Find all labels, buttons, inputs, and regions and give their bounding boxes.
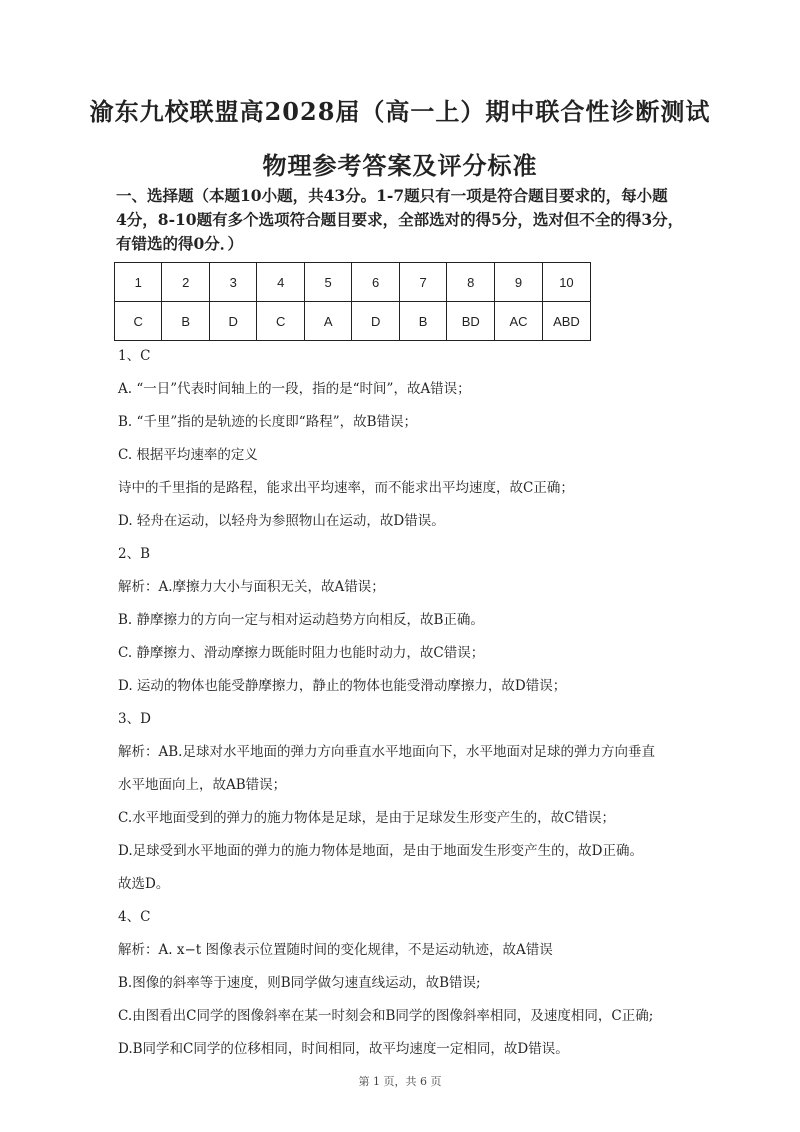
question-number: 9 (495, 263, 543, 302)
answer-cell: A (304, 302, 351, 341)
explanation-line: 解析：A.摩擦力大小与面积无关，故A错误； (118, 579, 385, 595)
answer-row (115, 302, 591, 341)
section-heading-line: 有错选的得0分．） (116, 234, 244, 253)
page-footer: 第 1 页，共 6 页 (358, 1075, 442, 1088)
answer-table (114, 262, 591, 341)
answer-cell: BD (447, 302, 495, 341)
question-number: 2 (162, 263, 209, 302)
question-label: 3、D (118, 711, 151, 727)
explanation-line: B. “千里”指的是轨迹的长度即“路程”，故B错误； (118, 414, 418, 430)
explanation-line: D. 运动的物体也能受静摩擦力，静止的物体也能受滑动摩擦力，故D错误； (118, 678, 567, 694)
explanation-line: A. “一日”代表时间轴上的一段，指的是“时间”，故A错误； (118, 381, 471, 397)
question-label: 1、C (118, 348, 151, 364)
answer-cell: B (162, 302, 209, 341)
answer-cell: C (115, 302, 162, 341)
question-number: 5 (304, 263, 351, 302)
explanation-line: C. 静摩擦力、滑动摩擦力既能时阻力也能时动力，故C错误； (118, 645, 485, 661)
explanation-line: D. 轻舟在运动，以轻舟为参照物山在运动，故D错误。 (118, 513, 445, 529)
question-label: 4、C (118, 909, 151, 925)
explanation-line: B.图像的斜率等于速度，则B同学做匀速直线运动，故B错误; (118, 975, 481, 991)
answer-cell: AC (495, 302, 543, 341)
explanation-line: C.由图看出C同学的图像斜率在某一时刻会和B同学的图像斜率相同，及速度相同，C正确; (118, 1008, 654, 1024)
question-number: 1 (115, 263, 162, 302)
section-heading (116, 184, 696, 256)
explanation-line: B. 静摩擦力的方向一定与相对运动趋势方向相反，故B正确。 (118, 612, 484, 628)
document-subtitle: 物理参考答案及评分标准 (262, 151, 538, 180)
question-label: 2、B (118, 546, 151, 562)
answer-cell: D (352, 302, 399, 341)
question-number: 7 (399, 263, 446, 302)
answer-cell: B (399, 302, 446, 341)
section-heading-line: 一、选择题（本题10小题，共43分。1-7题只有一项是符合题目要求的，每小题 (116, 186, 668, 205)
explanation-line: C.水平地面受到的弹力的施力物体是足球，是由于足球发生形变产生的，故C错误； (118, 810, 615, 826)
question-number: 3 (209, 263, 256, 302)
answer-cell: C (257, 302, 304, 341)
explanation-line: 解析：A. x−t 图像表示位置随时间的变化规律，不是运动轨迹，故A错误 (118, 942, 553, 958)
explanation-line: 解析：AB.足球对水平地面的弹力方向垂直水平地面向下，水平地面对足球的弹力方向垂直 (118, 744, 655, 760)
explanation-line: 水平地面向上，故AB错误； (118, 777, 287, 793)
explanation-line: D.足球受到水平地面的弹力的施力物体是地面，是由于地面发生形变产生的，故D正确。 (118, 843, 643, 859)
question-number-row (115, 263, 591, 302)
question-number: 4 (257, 263, 304, 302)
question-number: 10 (542, 263, 590, 302)
explanation-line: 故选D。 (118, 876, 170, 892)
section-heading-line: 4分，8-10题有多个选项符合题目要求，全部选对的得5分，选对但不全的得3分， (116, 210, 684, 229)
explanation-line: D.B同学和C同学的位移相同，时间相同，故平均速度一定相同，故D错误。 (118, 1041, 569, 1057)
explanation-line: C. 根据平均速率的定义 (118, 447, 258, 463)
document-title: 渝东九校联盟高2028届（高一上）期中联合性诊断测试 (89, 97, 711, 126)
answer-cell: D (209, 302, 256, 341)
answer-cell: ABD (542, 302, 590, 341)
question-number: 6 (352, 263, 399, 302)
explanation-line: 诗中的千里指的是路程，能求出平均速率，而不能求出平均速度，故C正确； (118, 480, 574, 496)
question-number: 8 (447, 263, 495, 302)
explanations (118, 340, 698, 1066)
